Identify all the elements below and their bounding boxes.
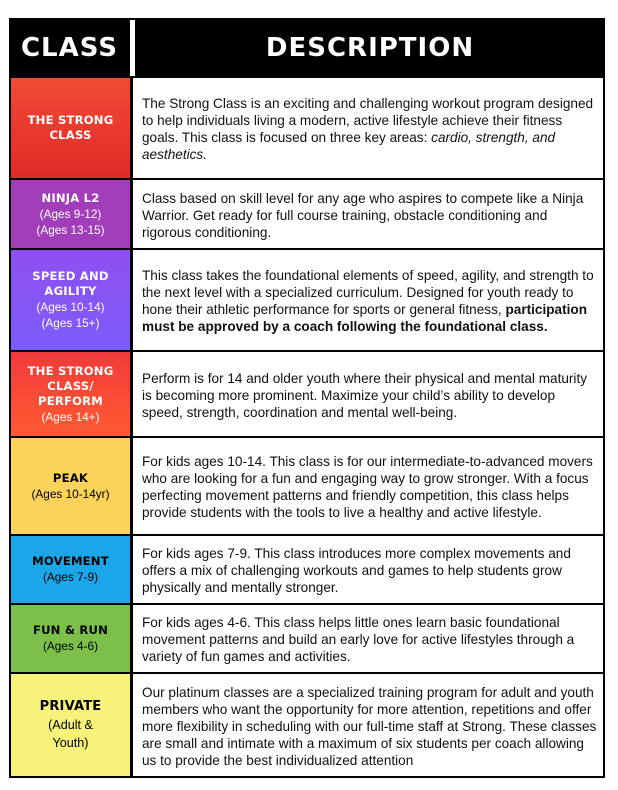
class-cell	[11, 78, 130, 178]
class-ages: (Adult & Youth)	[48, 717, 93, 750]
class-cell	[11, 438, 130, 534]
class-name: MOVEMENT	[32, 554, 109, 568]
description-text: The Strong Class is an exciting and challenging workout program designed to help individuals living a modern, active lifestyle achieve their fitness goals. This class is focused on three key areas:	[142, 96, 594, 145]
table-row	[9, 78, 605, 178]
description-text: Our platinum classes are a specialized training program for adult and youth members who want the opportunity for more attention, repetitions and offer more flexibility in scheduling with our full-time staff at Strong. These classes are small and intimate with a maximum of six students per coach allowing us to provide the best individualized attention	[142, 684, 597, 768]
class-ages: (Ages 10-14yr)	[31, 486, 110, 501]
table-row	[9, 605, 605, 672]
table-row	[9, 536, 605, 603]
description-cell	[133, 674, 603, 776]
class-name: PRIVATE	[39, 698, 102, 714]
table-row	[9, 250, 605, 350]
table-row	[9, 438, 605, 534]
class-name: THE STRONG CLASS/ PERFORM	[27, 363, 114, 408]
description-cell	[133, 250, 603, 350]
description-cell	[133, 438, 603, 534]
description-cell	[133, 352, 603, 436]
class-cell	[11, 605, 130, 672]
class-ages: (Ages 10-14) (Ages 15+)	[36, 300, 105, 330]
header-class: CLASS	[20, 33, 119, 63]
description-cell	[133, 536, 603, 603]
class-ages: (Ages 9-12) (Ages 13-15)	[36, 206, 105, 237]
description-emphasis: cardio, strength, and aesthetics.	[142, 130, 556, 162]
header-description: DESCRIPTION	[265, 33, 475, 63]
class-cell	[11, 352, 130, 436]
description-text: For kids ages 7-9. This class introduces more complex movements and offers a mix of challenging workouts and games to help students grow physically and mentally stronger.	[142, 546, 571, 595]
class-name: SPEED AND AGILITY	[32, 269, 109, 298]
class-cell	[11, 250, 130, 350]
class-name: THE STRONG CLASS	[27, 113, 114, 142]
class-name: FUN & RUN	[32, 623, 109, 637]
class-cell	[11, 180, 130, 248]
table-row	[9, 180, 605, 248]
class-name: PEAK	[52, 470, 89, 485]
class-cell	[11, 674, 130, 776]
description-text: This class takes the foundational elements of speed, agility, and strength to the next level with a specialized curriculum. Designed for youth ready to hone their athletic performance for sports or general fitness,	[142, 268, 594, 317]
class-ages: (Ages 7-9)	[42, 570, 99, 584]
class-ages: (Ages 14+)	[41, 409, 100, 424]
description-cell	[133, 180, 603, 248]
class-name: NINJA L2	[41, 190, 100, 205]
class-cell	[11, 536, 130, 603]
table-row	[9, 674, 605, 776]
class-ages: (Ages 4-6)	[42, 639, 99, 653]
class-table	[9, 18, 605, 778]
description-text: For kids ages 4-6. This class helps little ones learn basic foundational movement patterns and build an early love for active lifestyles through a variety of fun games and activities.	[142, 615, 575, 664]
description-text: For kids ages 10-14. This class is for our intermediate-to-advanced movers who are looking for a fun and engaging way to grow stronger. With a focus perfecting movement patterns and friendly competition, this class helps provide students with the tools to live a healthy and active lifestyle.	[142, 454, 593, 520]
description-text: Class based on skill level for any age who aspires to compete like a Ninja Warrior. Get ready for full course training, obstacle conditioning and rigorous conditioning.	[142, 190, 584, 240]
description-cell	[133, 605, 603, 672]
description-bold: participation must be approved by a coach following the foundational class.	[142, 302, 588, 334]
description-cell	[133, 78, 603, 178]
description-text: Perform is for 14 and older youth where their physical and mental maturity is becoming more prominent. Maximize your child’s ability to develop speed, strength, coordination and mental well-being.	[142, 370, 588, 420]
table-row	[9, 352, 605, 436]
